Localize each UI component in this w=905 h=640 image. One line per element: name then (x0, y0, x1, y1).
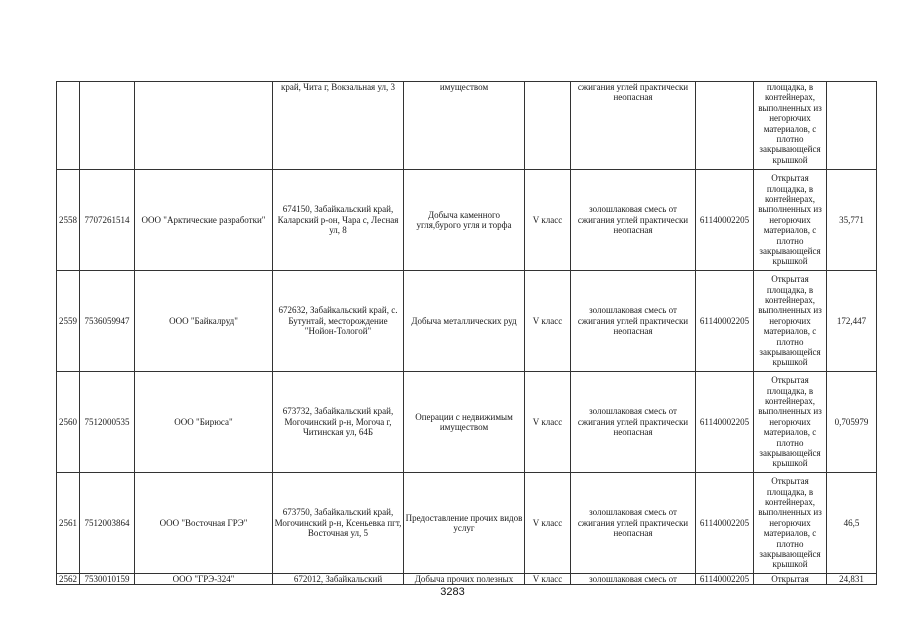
cell-code: 61140002205 (696, 473, 754, 574)
table-row (57, 271, 877, 372)
cell-hazard: V класс (525, 271, 571, 372)
cell-activity: Добыча каменного угля,бурого угля и торфа (404, 170, 525, 271)
cell-address: 672012, Забайкальский (273, 574, 404, 585)
cell-org: ООО "Восточная ГРЭ" (135, 473, 273, 574)
table-row (57, 473, 877, 574)
cell-org: ООО "Байкалруд" (135, 271, 273, 372)
cell-hazard: V класс (525, 170, 571, 271)
cell-amount: 172,447 (827, 271, 877, 372)
page-number: 3283 (440, 586, 465, 598)
cell-storage: Открытая площадка, в контейнерах, выполненных из негорючих материалов, с плотно закрывающейся крышкой (754, 372, 827, 473)
cell-org: ООО "Бирюса" (135, 372, 273, 473)
table-row-continuation (57, 82, 877, 170)
cell-org: ООО "Арктические разработки" (135, 170, 273, 271)
cell-activity: Предоставление прочих видов услуг (404, 473, 525, 574)
cell-code: 61140002205 (696, 271, 754, 372)
cell-waste: золошлаковая смесь от (571, 574, 696, 585)
cell-amount: 0,705979 (827, 372, 877, 473)
cell-num: 2561 (57, 473, 80, 574)
cell-code: 61140002205 (696, 574, 754, 585)
cell-num: 2562 (57, 574, 80, 585)
cell-amount (827, 82, 877, 170)
cell-num: 2558 (57, 170, 80, 271)
cell-inn: 7530010159 (80, 574, 135, 585)
registry-table-page (56, 81, 877, 585)
cell-inn (80, 82, 135, 170)
cell-waste: золошлаковая смесь от сжигания углей практически неопасная (571, 170, 696, 271)
cell-address: 673750, Забайкальский край, Могочинский р-н, Ксеньевка пгт, Восточная ул, 5 (273, 473, 404, 574)
cell-amount: 46,5 (827, 473, 877, 574)
cell-storage: Открытая площадка, в контейнерах, выполненных из негорючих материалов, с плотно закрывающейся крышкой (754, 271, 827, 372)
cell-activity: Добыча прочих полезных (404, 574, 525, 585)
cell-activity: Добыча металлических руд (404, 271, 525, 372)
cell-amount: 24,831 (827, 574, 877, 585)
cell-storage: Открытая (754, 574, 827, 585)
cell-inn: 7536059947 (80, 271, 135, 372)
cell-num: 2560 (57, 372, 80, 473)
cell-code: 61140002205 (696, 372, 754, 473)
cell-hazard (525, 82, 571, 170)
cell-waste: золошлаковая смесь от сжигания углей практически неопасная (571, 473, 696, 574)
table-row (57, 574, 877, 585)
cell-num: 2559 (57, 271, 80, 372)
cell-address: край, Чита г, Вокзальная ул, 3 (273, 82, 404, 170)
cell-inn: 7707261514 (80, 170, 135, 271)
cell-hazard: V класс (525, 372, 571, 473)
cell-amount: 35,771 (827, 170, 877, 271)
waste-registry-table (56, 81, 877, 585)
cell-address: 674150, Забайкальский край, Каларский р-он, Чара с, Лесная ул, 8 (273, 170, 404, 271)
cell-num (57, 82, 80, 170)
cell-storage: площадка, в контейнерах, выполненных из негорючих материалов, с плотно закрывающейся крышкой (754, 82, 827, 170)
cell-org: ООО "ГРЭ-324" (135, 574, 273, 585)
cell-hazard: V класс (525, 473, 571, 574)
cell-address: 673732, Забайкальский край, Могочинский р-н, Могоча г, Читинская ул, 64Б (273, 372, 404, 473)
cell-storage: Открытая площадка, в контейнерах, выполненных из негорючих материалов, с плотно закрывающейся крышкой (754, 473, 827, 574)
table-row (57, 170, 877, 271)
cell-waste: сжигания углей практически неопасная (571, 82, 696, 170)
cell-activity: Операции с недвижимым имуществом (404, 372, 525, 473)
cell-address: 672632, Забайкальский край, с. Бутунтай, месторождение "Нойон-Тологой" (273, 271, 404, 372)
cell-activity: имуществом (404, 82, 525, 170)
cell-code (696, 82, 754, 170)
cell-waste: золошлаковая смесь от сжигания углей практически неопасная (571, 271, 696, 372)
cell-code: 61140002205 (696, 170, 754, 271)
table-row (57, 372, 877, 473)
cell-hazard: V класс (525, 574, 571, 585)
cell-inn: 7512000535 (80, 372, 135, 473)
cell-inn: 7512003864 (80, 473, 135, 574)
cell-waste: золошлаковая смесь от сжигания углей практически неопасная (571, 372, 696, 473)
cell-org (135, 82, 273, 170)
cell-storage: Открытая площадка, в контейнерах, выполненных из негорючих материалов, с плотно закрывающейся крышкой (754, 170, 827, 271)
